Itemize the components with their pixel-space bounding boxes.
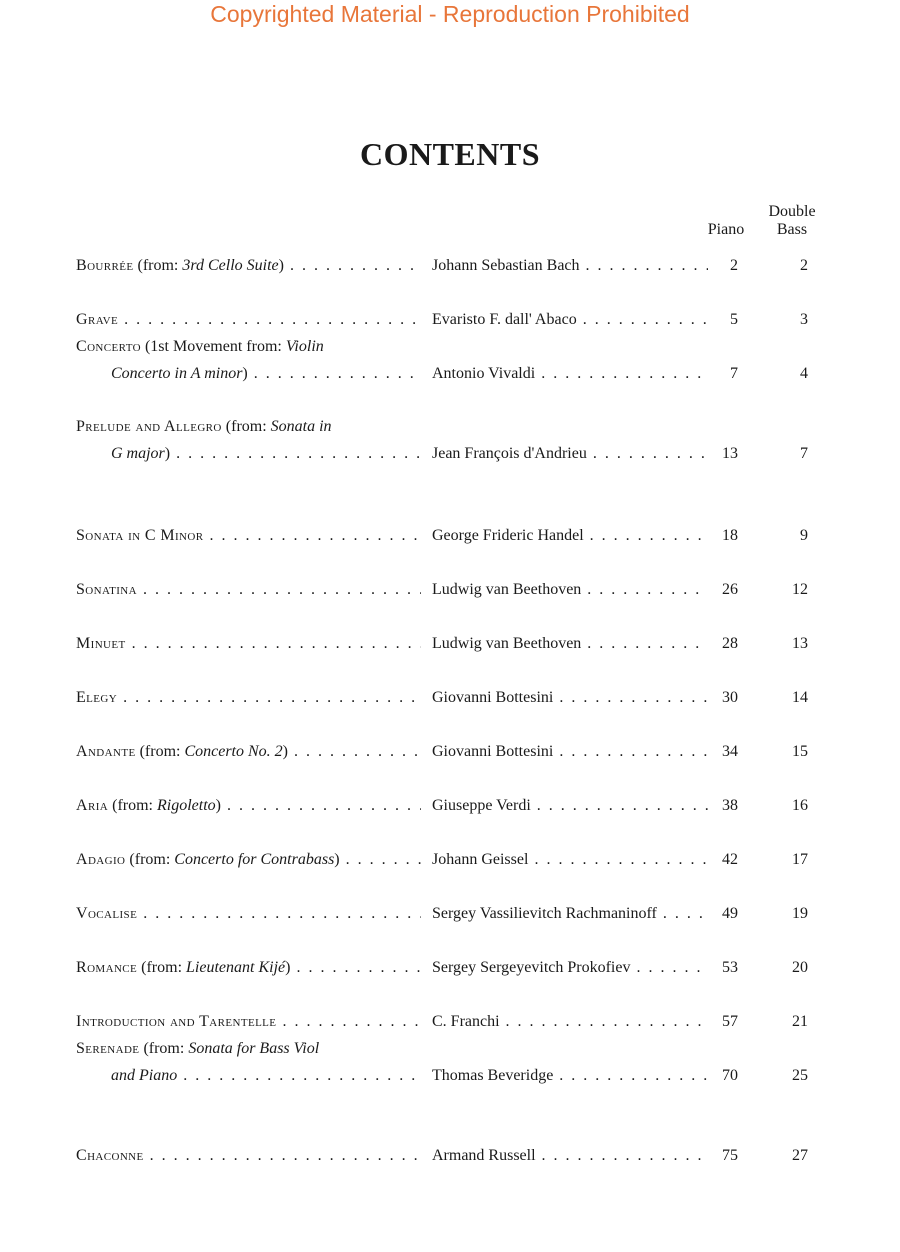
title-italic-cont: and Piano [111, 1067, 178, 1084]
entry-piano-page: 75 [708, 1143, 738, 1169]
title-subtitle: (1st Movement from: [140, 338, 286, 355]
title-close: ) [242, 365, 248, 382]
entry-bass-page: 12 [792, 581, 808, 598]
column-header-bass: Bass [776, 221, 808, 238]
entry-composer [432, 361, 708, 387]
title-text: Bourrée [76, 257, 134, 274]
entry-piano-page: 2 [708, 253, 738, 279]
title-subtitle: (from: [135, 743, 185, 760]
entry-bass-page: 9 [800, 527, 808, 544]
composer-name: George Frideric Handel [432, 527, 584, 544]
entry-composer [432, 441, 708, 467]
title-italic-cont: Concerto in A minor [111, 365, 243, 382]
entry-composer [432, 739, 708, 765]
entry-title [76, 334, 421, 360]
entry-title [76, 523, 421, 549]
title-text: Chaconne [76, 1147, 144, 1164]
title-close: ) [164, 445, 171, 462]
title-text: Adagio [76, 851, 126, 868]
entry-composer [432, 1143, 708, 1169]
title-text: Sonatina [76, 581, 137, 598]
toc-entry [0, 523, 900, 549]
toc-entry [0, 577, 900, 603]
title-subtitle: (from: [108, 797, 157, 814]
entry-title [76, 685, 421, 711]
entry-title [76, 901, 421, 927]
entry-piano-page: 38 [708, 793, 738, 819]
composer-name: Sergey Vassilievitch Rachmaninoff [432, 905, 657, 922]
entry-piano-page: 28 [708, 631, 738, 657]
composer-name: Giuseppe Verdi [432, 797, 531, 814]
toc-entry [0, 901, 900, 927]
column-header-piano: Piano [707, 221, 745, 238]
toc-entry [0, 307, 900, 333]
title-italic: Lieutenant Kijé [186, 959, 286, 976]
toc-entry [0, 1143, 900, 1169]
title-italic: Rigoletto [156, 797, 216, 814]
toc-entry [0, 631, 900, 657]
title-subtitle: (from: [139, 1040, 189, 1057]
entry-bass-page: 25 [792, 1067, 808, 1084]
entry-piano-page: 30 [708, 685, 738, 711]
title-text: Introduction and Tarentelle [76, 1013, 277, 1030]
toc-entry-title-line [0, 414, 900, 440]
entry-title [76, 793, 421, 819]
entry-bass-page: 4 [800, 365, 808, 382]
entry-piano-page: 53 [708, 955, 738, 981]
entry-title [76, 739, 421, 765]
page-title: CONTENTS [359, 136, 541, 172]
toc-entry [0, 441, 900, 467]
toc-entry [0, 1009, 900, 1035]
entry-piano-page: 57 [708, 1009, 738, 1035]
entry-piano-page: 34 [708, 739, 738, 765]
composer-name: Antonio Vivaldi [432, 365, 536, 382]
title-text: Grave [76, 311, 119, 328]
entry-bass-page: 15 [792, 743, 808, 760]
entry-composer [432, 685, 708, 711]
entry-title [76, 414, 421, 440]
entry-title [76, 1036, 421, 1062]
toc-entry [0, 793, 900, 819]
title-text: Prelude and Allegro [76, 418, 222, 435]
title-text: Serenade [76, 1040, 140, 1057]
entry-composer [432, 631, 708, 657]
entry-piano-page: 13 [708, 441, 738, 467]
entry-bass-page: 13 [792, 635, 808, 652]
entry-composer [432, 523, 708, 549]
column-header-double: Double [768, 203, 816, 220]
entry-title [111, 361, 421, 387]
title-italic-cont: G major [111, 445, 165, 462]
entry-piano-page: 70 [708, 1063, 738, 1089]
toc-entry [0, 847, 900, 873]
composer-name: Johann Geissel [432, 851, 529, 868]
entry-piano-page: 18 [708, 523, 738, 549]
title-subtitle: (from: [221, 418, 271, 435]
entry-bass-page: 2 [800, 257, 808, 274]
entry-piano-page: 7 [708, 361, 738, 387]
entry-composer [432, 955, 708, 981]
entry-title [111, 1063, 421, 1089]
title-italic: Concerto No. 2 [184, 743, 283, 760]
title-close: ) [282, 743, 288, 760]
entry-bass-page: 14 [792, 689, 808, 706]
entry-bass-page: 16 [792, 797, 808, 814]
title-text: Andante [76, 743, 136, 760]
entry-title [76, 1143, 421, 1169]
column-header-double-bass [760, 203, 824, 239]
entry-bass-page: 3 [800, 311, 808, 328]
title-text: Concerto [76, 338, 141, 355]
entry-piano-page: 49 [708, 901, 738, 927]
entry-composer [432, 577, 708, 603]
entry-bass-page: 27 [792, 1147, 808, 1164]
entry-title [76, 847, 421, 873]
title-text: Elegy [76, 689, 118, 706]
entry-title [76, 955, 421, 981]
toc-entry [0, 685, 900, 711]
title-italic: 3rd Cello Suite [182, 257, 279, 274]
entry-bass-page: 19 [792, 905, 808, 922]
composer-name: Sergey Sergeyevitch Prokofiev [432, 959, 631, 976]
entry-composer [432, 901, 708, 927]
entry-composer [432, 253, 708, 279]
entry-composer [432, 1009, 708, 1035]
toc-entry-title-line [0, 334, 900, 360]
entry-piano-page: 5 [708, 307, 738, 333]
composer-name: Ludwig van Beethoven [432, 581, 582, 598]
entry-title [76, 253, 421, 279]
composer-name: Jean François d'Andrieu [432, 445, 587, 462]
composer-name: Giovanni Bottesini [432, 689, 554, 706]
toc-entry [0, 955, 900, 981]
entry-bass-page: 7 [800, 445, 808, 462]
title-close: ) [334, 851, 340, 868]
title-italic: Sonata for Bass Viol [188, 1040, 320, 1057]
entry-bass-page: 20 [792, 959, 808, 976]
entry-title [111, 441, 421, 467]
title-text: Minuet [76, 635, 126, 652]
title-italic: Violin [285, 338, 324, 355]
title-subtitle: (from: [133, 257, 183, 274]
title-text: Romance [76, 959, 138, 976]
composer-name: Ludwig van Beethoven [432, 635, 582, 652]
entry-title [76, 577, 421, 603]
composer-name: Thomas Beveridge [432, 1067, 554, 1084]
title-italic: Sonata in [270, 418, 332, 435]
entry-title [76, 307, 421, 333]
entry-bass-page: 21 [792, 1013, 808, 1030]
toc-entry [0, 739, 900, 765]
composer-name: Giovanni Bottesini [432, 743, 554, 760]
toc-entry [0, 1063, 900, 1089]
title-text: Aria [76, 797, 109, 814]
entry-bass-page: 17 [792, 851, 808, 868]
entry-title [76, 631, 421, 657]
title-text: Vocalise [76, 905, 138, 922]
entry-title [76, 1009, 421, 1035]
entry-composer [432, 307, 708, 333]
copyright-watermark: Copyrighted Material - Reproduction Prohibited [210, 1, 690, 27]
title-close: ) [215, 797, 221, 814]
toc-entry [0, 361, 900, 387]
entry-piano-page: 26 [708, 577, 738, 603]
toc-entry-title-line [0, 1036, 900, 1062]
composer-name: Armand Russell [432, 1147, 536, 1164]
title-subtitle: (from: [125, 851, 175, 868]
toc-entry [0, 253, 900, 279]
title-subtitle: (from: [137, 959, 187, 976]
entry-composer [432, 793, 708, 819]
composer-name: Johann Sebastian Bach [432, 257, 580, 274]
composer-name: Evaristo F. dall' Abaco [432, 311, 577, 328]
title-close: ) [278, 257, 284, 274]
title-text: Sonata in C Minor [76, 527, 204, 544]
entry-composer [432, 1063, 708, 1089]
entry-piano-page: 42 [708, 847, 738, 873]
title-italic: Concerto for Contrabass [174, 851, 335, 868]
composer-name: C. Franchi [432, 1013, 500, 1030]
title-close: ) [285, 959, 291, 976]
entry-composer [432, 847, 708, 873]
